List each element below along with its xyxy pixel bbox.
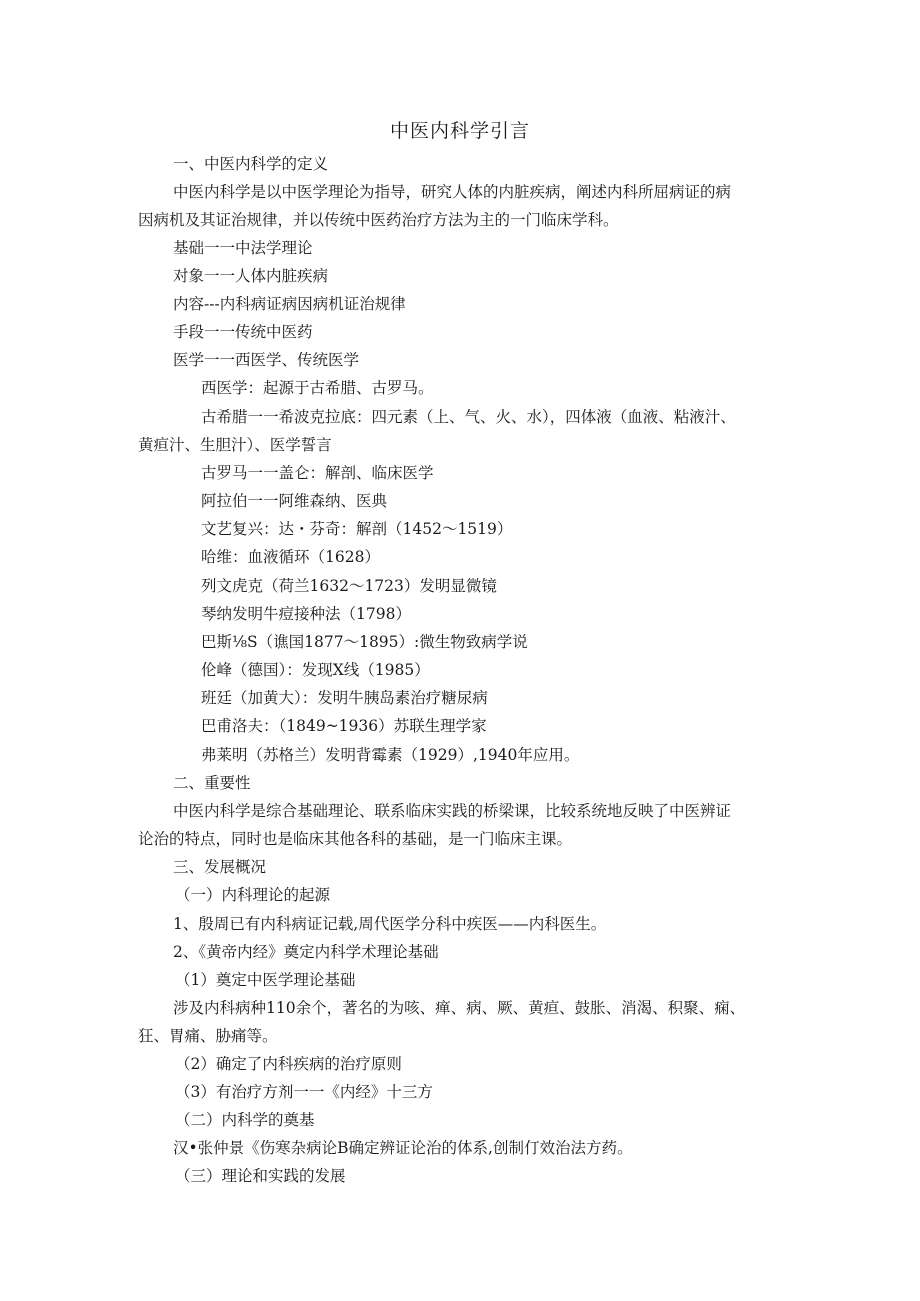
paragraph-line: 阿拉伯一一阿维森纳、医典	[201, 492, 388, 510]
paragraph-line: 中医内科学是以中医学理论为指导，研究人体的内脏疾病，阐述内科所屈病证的病	[173, 183, 732, 201]
subsection-heading: （三）理论和实践的发展	[175, 1167, 346, 1185]
paragraph-line: 因病机及其证治规律，并以传统中医药治疗方法为主的一门临床学科。	[138, 211, 619, 229]
paragraph-line: 手段一一传统中医药	[173, 323, 313, 341]
paragraph-line: 琴纳发明牛痘接种法（1798）	[201, 605, 411, 623]
paragraph-line: 古希腊一一希波克拉底：四元素（上、气、火、水），四体液（血液、粘液汁、	[201, 408, 736, 426]
section-heading-development: 三、发展概况	[173, 858, 267, 876]
paragraph-line: 黄疸汁、生胆汁）、医学誓言	[138, 436, 332, 454]
paragraph-line: 古罗马一一盖仑：解剖、临床医学	[201, 464, 434, 482]
paragraph-line: （3）有治疗方剂一一《内经》十三方	[175, 1083, 433, 1101]
paragraph-line: 巴斯⅛S（谯国1877〜1895）:微生物致病学说	[201, 633, 528, 651]
paragraph-line: 医学一一西医学、传统医学	[173, 351, 360, 369]
paragraph-line: 弗莱明（苏格兰）发明背霉素（1929）,1940年应用。	[201, 746, 580, 764]
paragraph-line: 巴甫洛夫：（1849~1936）苏联生理学家	[201, 717, 487, 735]
paragraph-line: 文艺复兴：达・芬奇：解剖（1452〜1519）	[201, 520, 513, 538]
paragraph-line: 狂、胃痛、胁痛等。	[138, 1027, 278, 1045]
section-heading-definition: 一、中医内科学的定义	[173, 155, 329, 173]
paragraph-line: 基础一一中法学理论	[173, 239, 313, 257]
section-heading-importance: 二、重要性	[173, 774, 251, 792]
paragraph-line: （1）奠定中医学理论基础	[175, 971, 356, 989]
page-title: 中医内科学引言	[389, 120, 530, 142]
paragraph-line: 对象一一人体内脏疾病	[173, 267, 329, 285]
paragraph-line: 中医内科学是综合基础理论、联系临床实践的桥梁课，比较系统地反映了中医辨证	[173, 802, 732, 820]
paragraph-line: 伦峰（德国）：发现X线（1985）	[201, 661, 430, 679]
paragraph-line: 涉及内科病种110余个，著名的为咳、瘅、病、厥、黄疸、鼓胀、消渴、积聚、痫、	[173, 999, 746, 1017]
paragraph-line: 汉•张仲景《伤寒杂病论B确定辨证论治的体系,创制仃效治法方药。	[173, 1139, 633, 1157]
paragraph-line: 2、《黄帝内经》奠定内科学术理论基础	[173, 943, 439, 961]
paragraph-line: 哈维：血液循环（1628）	[201, 548, 380, 566]
paragraph-line: 西医学：起源于古希腊、古罗马。	[201, 379, 434, 397]
paragraph-line: 内容---内科病证病因病机证治规律	[173, 295, 406, 313]
subsection-heading: （一）内科理论的起源	[175, 886, 331, 904]
paragraph-line: 班廷（加黄大）：发明牛胰岛素治疗糖尿病	[201, 689, 488, 707]
paragraph-line: 论治的特点，同时也是临床其他各科的基础，是一门临床主课。	[138, 830, 573, 848]
paragraph-line: 1、殷周已有内科病证记载,周代医学分科中疾医——内科医生。	[173, 915, 607, 933]
paragraph-line: 列文虎克（荷兰1632〜1723）发明显微镜	[201, 577, 497, 595]
paragraph-line: （2）确定了内科疾病的治疗原则	[175, 1055, 402, 1073]
subsection-heading: （二）内科学的奠基	[175, 1111, 315, 1129]
